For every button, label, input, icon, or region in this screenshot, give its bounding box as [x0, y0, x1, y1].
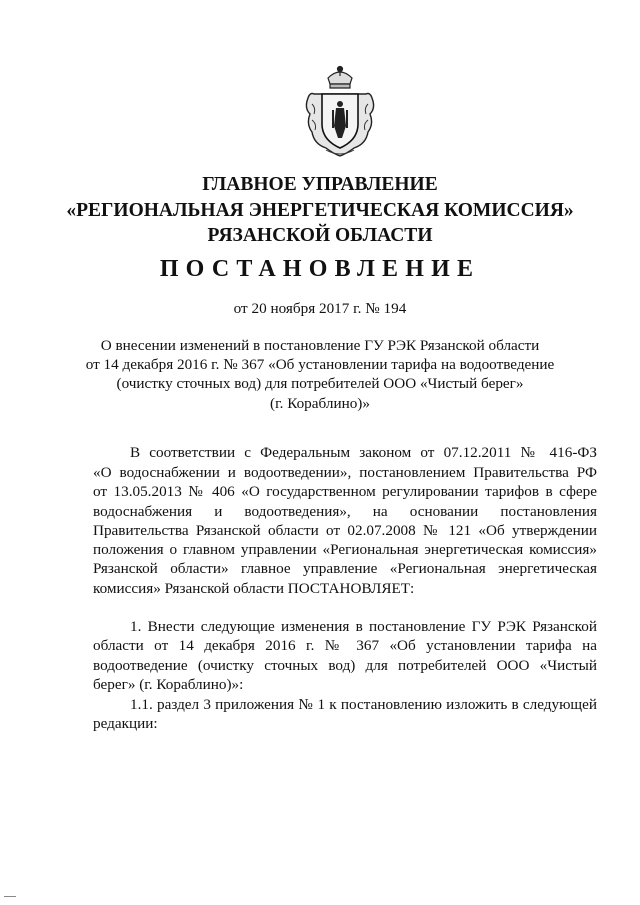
subject-line: (г. Кораблино)»: [270, 395, 370, 412]
document-date-number: от 20 ноября 2017 г. № 194: [233, 300, 407, 317]
item-1-line: области от 14 декабря 2016 г. № 367 «Об установлении тарифа на: [93, 637, 597, 654]
preamble-line: положения о главном управлении «Региональная энергетическая комиссия»: [93, 541, 597, 558]
scan-mark: [4, 896, 16, 897]
document-type-title: ПОСТАНОВЛЕНИЕ: [159, 256, 481, 282]
authority-name-line-3: РЯЗАНСКОЙ ОБЛАСТИ: [207, 225, 433, 246]
item-1-1-line: редакции:: [93, 715, 158, 732]
item-1-1-line: 1.1. раздел 3 приложения № 1 к постановлению изложить в следующей: [130, 696, 597, 713]
preamble-line: В соответствии с Федеральным законом от 07.12.2011 № 416-ФЗ: [130, 444, 597, 461]
preamble-line: от 13.05.2013 № 406 «О государственном регулировании тарифов в сфере: [93, 483, 597, 500]
authority-name-line-2: «РЕГИОНАЛЬНАЯ ЭНЕРГЕТИЧЕСКАЯ КОМИССИЯ»: [66, 200, 574, 221]
preamble-line: комиссия» Рязанской области ПОСТАНОВЛЯЕТ:: [93, 580, 415, 597]
preamble-line: Рязанской области» главное управление «Региональная энергетическая: [93, 560, 597, 577]
authority-name-line-1: ГЛАВНОЕ УПРАВЛЕНИЕ: [202, 174, 438, 195]
preamble-line: водоснабжения и водоотведения», на основании постановления: [93, 503, 597, 520]
item-1-line: берег» (г. Кораблино)»:: [93, 676, 244, 693]
item-1-line: 1. Внести следующие изменения в постановление ГУ РЭК Рязанской: [130, 618, 597, 635]
subject-line: О внесении изменений в постановление ГУ РЭК Рязанской области: [100, 337, 540, 354]
item-1-line: водоотведение (очистку сточных вод) для потребителей ООО «Чистый: [93, 657, 597, 674]
preamble-line: Правительства Рязанской области от 02.07.2008 № 121 «Об утверждении: [93, 522, 597, 539]
subject-line: от 14 декабря 2016 г. № 367 «Об установлении тарифа на водоотведение: [85, 356, 555, 373]
subject-line: (очистку сточных вод) для потребителей ООО «Чистый берег»: [116, 375, 524, 392]
preamble-line: «О водоснабжении и водоотведении», постановлением Правительства РФ: [93, 464, 597, 481]
coat-of-arms-emblem: [300, 64, 380, 160]
